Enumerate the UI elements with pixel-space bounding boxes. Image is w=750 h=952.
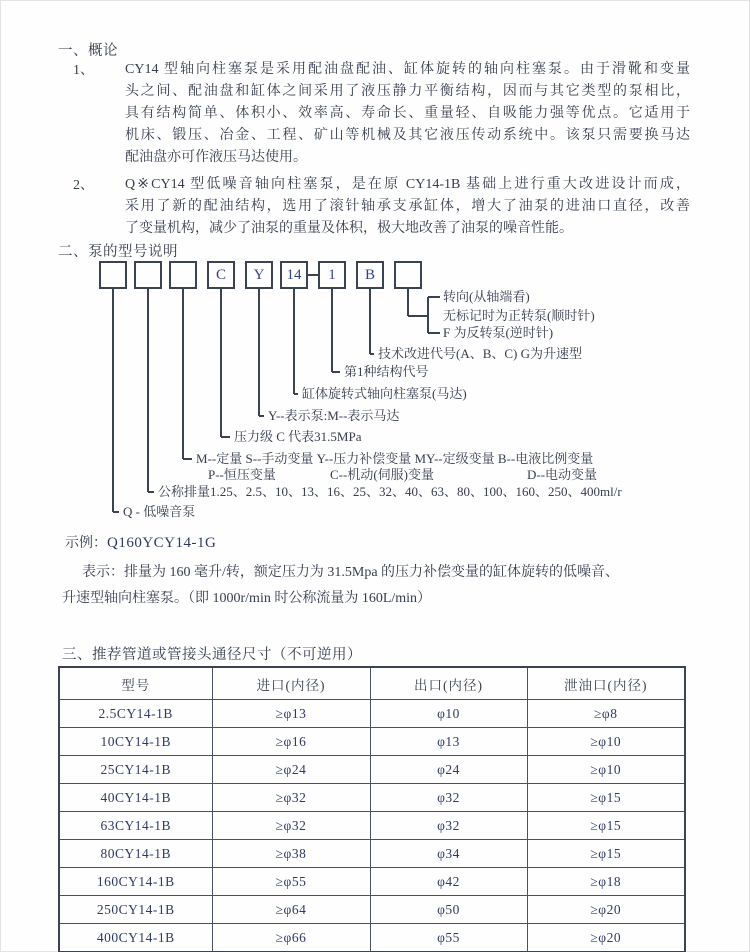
table-row [59, 896, 685, 924]
table-cell-diameter: φ32 [370, 812, 527, 840]
table-cell-diameter: ≥φ18 [527, 868, 685, 896]
bracket-line [428, 296, 440, 298]
bracket-line [428, 332, 440, 334]
diagram-label-rotation-bottom: F 为反转泵(逆时针) [443, 325, 554, 340]
diagram-label: Q - 低噪音泵 [123, 504, 196, 519]
table-cell-diameter: ≥φ20 [527, 896, 685, 924]
connector-line [370, 353, 374, 355]
table-header-cell: 进口(内径) [212, 667, 370, 700]
connector-line [147, 289, 149, 492]
example-model-code: Q160YCY14-1G [107, 535, 217, 551]
table-cell-diameter: ≥φ10 [527, 728, 685, 756]
paragraph-1-line: 配油盘亦可作液压马达使用。 [125, 150, 307, 165]
table-cell-diameter: ≥φ10 [527, 756, 685, 784]
diagram-label: M--定量 S--手动变量 Y--压力补偿变量 MY--定级变量 B--电液比例变量 [196, 451, 594, 466]
table-cell-diameter: φ32 [370, 784, 527, 812]
diagram-label: 第1种结构代号 [344, 364, 429, 379]
table-cell-model: 160CY14-1B [59, 868, 212, 896]
connector-line [407, 289, 409, 316]
connector-line [259, 415, 264, 417]
table-cell-diameter: φ10 [370, 700, 527, 728]
connector-line [332, 371, 340, 373]
diagram-label: 技术改进代号(A、B、C) G为升速型 [378, 346, 583, 361]
table-header-cell: 型号 [59, 667, 212, 700]
table-row [59, 812, 685, 840]
diagram-label-rotation-top: 转向(从轴端看) [443, 289, 530, 304]
table-cell-diameter: ≥φ15 [527, 812, 685, 840]
table-row [59, 868, 685, 896]
model-code-diagram [0, 256, 750, 528]
pipe-diameter-table [58, 666, 686, 952]
connector-line [294, 393, 298, 395]
connector-line [182, 289, 184, 459]
table-cell-diameter: ≥φ20 [527, 924, 685, 952]
connector-line [258, 289, 260, 416]
list-number-2: 2、 [73, 178, 94, 193]
diagram-label-continued: C--机动(伺服)变量 [330, 467, 434, 482]
box-connector-dash [308, 274, 318, 276]
table-cell-diameter: φ13 [370, 728, 527, 756]
table-cell-model: 400CY14-1B [59, 924, 212, 952]
diagram-label-rotation-mid: 无标记时为正转泵(顺时针) [443, 308, 595, 323]
table-cell-diameter: ≥φ24 [212, 756, 370, 784]
paragraph-2 [125, 174, 690, 240]
connector-line [221, 436, 230, 438]
table-header-cell: 出口(内径) [370, 667, 527, 700]
table-header-cell: 泄油口(内径) [527, 667, 685, 700]
table-cell-diameter: φ24 [370, 756, 527, 784]
model-code-box [169, 261, 197, 289]
connector-line [113, 511, 119, 513]
connector-line [293, 289, 295, 394]
model-code-box [99, 261, 127, 289]
table-cell-diameter: ≥φ16 [212, 728, 370, 756]
table-row [59, 728, 685, 756]
table-cell-diameter: ≥φ66 [212, 924, 370, 952]
table-cell-diameter: ≥φ8 [527, 700, 685, 728]
paragraph-1-line: 机床、锻压、冶金、工程、矿山等机械及其它液压传动系统中。该泵只需要换马达 [125, 128, 690, 143]
model-code-box [134, 261, 162, 289]
table-header-row [59, 667, 685, 700]
table-cell-diameter: φ42 [370, 868, 527, 896]
model-code-box [394, 261, 422, 289]
example-intro-label: 示例： [65, 536, 107, 551]
model-code-box: B [356, 261, 384, 289]
diagram-label: 压力级 C 代表31.5MPa [234, 429, 362, 444]
paragraph-2-line: 采用了新的配油结构，选用了滚针轴承支承缸体，增大了油泵的进油口直径，改善 [125, 199, 690, 214]
table-cell-model: 25CY14-1B [59, 756, 212, 784]
paragraph-1-line: 头之间、配油盘和缸体之间采用了液压静力平衡结构，因而与其它类型的泵相比， [125, 84, 690, 99]
paragraph-1-line: CY14 型轴向柱塞泵是采用配油盘配油、缸体旋转的轴向柱塞泵。由于滑靴和变量 [125, 62, 690, 77]
model-code-box: 14 [280, 261, 308, 289]
table-row [59, 840, 685, 868]
table-cell-diameter: φ50 [370, 896, 527, 924]
list-number-1: 1、 [73, 63, 94, 78]
model-code-box: C [207, 261, 235, 289]
table-cell-diameter: φ55 [370, 924, 527, 952]
table-row [59, 756, 685, 784]
paragraph-1-line: 具有结构简单、体积小、效率高、寿命长、重量轻、自吸能力强等优点。它适用于 [125, 106, 690, 121]
connector-line [148, 491, 154, 493]
diagram-label: Y--表示泵:M--表示马达 [268, 408, 400, 423]
table-cell-diameter: ≥φ38 [212, 840, 370, 868]
bracket-line [427, 297, 429, 333]
table-cell-model: 2.5CY14-1B [59, 700, 212, 728]
example-line [65, 532, 216, 552]
section-1-heading: 一、概论 [58, 43, 118, 59]
paragraph-1 [125, 59, 690, 169]
connector-line [408, 315, 428, 317]
table-cell-diameter: ≥φ15 [527, 784, 685, 812]
table-cell-model: 10CY14-1B [59, 728, 212, 756]
table-cell-diameter: ≥φ32 [212, 812, 370, 840]
diagram-label: 公称排量1.25、2.5、10、13、16、25、32、40、63、80、100、160、250、400ml/r [158, 484, 622, 499]
connector-line [369, 289, 371, 354]
table-cell-diameter: ≥φ55 [212, 868, 370, 896]
section-3-heading: 三、推荐管道或管接头通径尺寸（不可逆用） [62, 647, 362, 663]
diagram-label: 缸体旋转式轴向柱塞泵(马达) [302, 386, 467, 401]
connector-line [112, 289, 114, 512]
diagram-label-continued: D--电动变量 [527, 467, 598, 482]
section-2-heading: 二、泵的型号说明 [58, 244, 178, 260]
connector-line [220, 289, 222, 437]
table-cell-diameter: ≥φ64 [212, 896, 370, 924]
paragraph-2-line: Q※CY14 型低噪音轴向柱塞泵，是在原 CY14-1B 基础上进行重大改进设计而成， [125, 177, 690, 192]
table-cell-diameter: ≥φ32 [212, 784, 370, 812]
example-description-line-2: 升速型轴向柱塞泵。（即 1000r/min 时公称流量为 160L/min） [62, 591, 432, 606]
table-cell-model: 40CY14-1B [59, 784, 212, 812]
connector-line [331, 289, 333, 372]
connector-line [183, 458, 192, 460]
diagram-label-continued: P--恒压变量 [208, 467, 276, 482]
table-cell-diameter: φ34 [370, 840, 527, 868]
table-row [59, 700, 685, 728]
table-cell-model: 80CY14-1B [59, 840, 212, 868]
example-description-line-1: 表示：排量为 160 毫升/转，额定压力为 31.5Mpa 的压力补偿变量的缸体旋转的低噪音、 [82, 565, 620, 580]
table-row [59, 924, 685, 952]
table-cell-diameter: ≥φ13 [212, 700, 370, 728]
paragraph-2-line: 了变量机构，减少了油泵的重量及体积，极大地改善了油泵的噪音性能。 [125, 221, 573, 236]
table-cell-model: 63CY14-1B [59, 812, 212, 840]
model-code-box: 1 [318, 261, 346, 289]
table-cell-model: 250CY14-1B [59, 896, 212, 924]
table-row [59, 784, 685, 812]
table-cell-diameter: ≥φ15 [527, 840, 685, 868]
model-code-box: Y [245, 261, 273, 289]
